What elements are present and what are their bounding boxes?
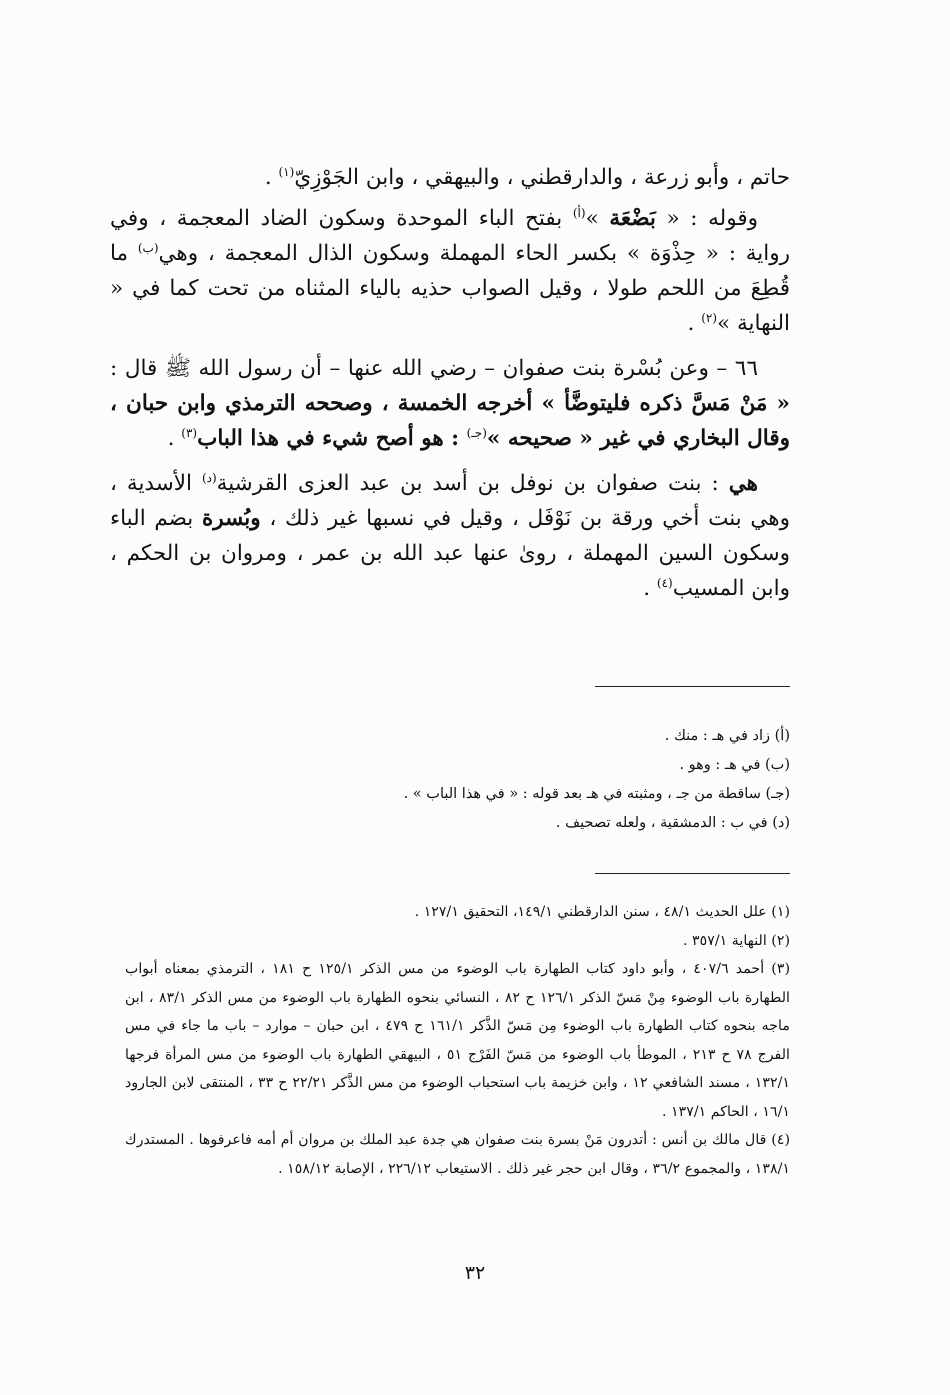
variant-note: (جـ) ساقطة من جـ ، ومثبته في هـ بعد قوله : « في هذا الباب » . (403, 786, 790, 802)
paragraph-2: وقوله : « بَضْعَة »$^{(أ)}$ بفتح الباء الموحدة وسكون الضاد المعجمة ، وفي رواية : « حِذْوَة » بكسر الحاء المهملة وسكون الذال المعجمة ، وهي$^{(ب)}$ ما قُطِعَ من اللحم طولا ، وقيل الصواب حذيه بالياء المثناه من تحت كما في « النهاية »$^{(٢)}$ . (110, 205, 790, 336)
footnote-ref: (٣) (181, 425, 198, 440)
paragraph-4: هي : بنت صفوان بن نوفل بن أسد بن عبد العزى القرشية$^{(د)}$ الأسدية ، وهي بنت أخي ورقة بن نَوْفَل ، وقيل في نسبها غير ذلك ، وبُسرة بضم الباء وسكون السين المهملة ، روىٰ عنها عبد الله بن عمر ، ومروان بن الحكم ، وابن المسيب$^{(٤)}$ . (110, 470, 790, 601)
variant-note: (أ) زاد في هـ : منك . (664, 728, 790, 744)
bold-word: بَضْعَة (609, 206, 656, 231)
footnote-ref: (٢) (701, 310, 718, 325)
variant-note: (ب) في هـ : وهو . (679, 757, 790, 773)
variant-ref: (جـ) (466, 425, 487, 440)
page-number: ٣٢ (464, 1262, 486, 1284)
footnotes (125, 898, 790, 1183)
hadith-paragraph: ٦٦ – وعن بُسْرة بنت صفوان – رضي الله عنها – أن رسول الله ﷺ قال : « مَنْ مَسَّ ذكره فليتوضَّأ » أخرجه الخمسة ، وصححه الترمذي وابن حبان ، وقال البخاري في غير « صحيحه »$^{(جـ)}$ : هو أصح شيء في هذا الباب$^{(٣)}$ . (110, 356, 790, 451)
footnote-ref: (١) (278, 164, 295, 179)
variant-ref: (د) (201, 470, 217, 485)
footnote-ref: (٤) (656, 575, 673, 590)
hadith-text: « مَنْ مَسَّ ذكره فليتوضَّأ » أخرجه الخمسة ، وصححه الترمذي وابن حبان ، وقال البخاري في غير « صحيحه » (110, 391, 790, 451)
separator-rule (595, 686, 790, 687)
variant-notes (404, 722, 790, 838)
paragraph-1: حاتم ، وأبو زرعة ، والدارقطني ، والبيهقي ، وابن الجَوْزِيّ$^{(١)}$ . (264, 164, 790, 190)
variant-ref: (أ) (572, 205, 586, 220)
footnote: (٤) قال مالك بن أنس : أتدرون مَنْ بسرة بنت صفوان هي جدة عبد الملك بن مروان أم أمه فاعرفوها . المستدرك ١٣٨/١ ، والمجموع ٣٦/٢ ، وقال ابن حجر غير ذلك . الاستيعاب ٢٢٦/١٢ ، الإصابة ١٥٨/١٢ . (125, 1132, 790, 1177)
footnote: (٢) النهاية ٣٥٧/١ . (683, 932, 790, 949)
main-text (110, 160, 790, 612)
footnote: (١) علل الحديث ٤٨/١ ، سنن الدارقطني ١٤٩/١، التحقيق ١٢٧/١ . (414, 904, 790, 920)
footnote: (٣) أحمد ٤٠٧/٦ ، وأبو داود كتاب الطهارة باب الوضوء من مس الذكر ١٢٥/١ ح ١٨١ ، الترمذي بمعناه أبواب الطهارة باب الوضوء مِنْ مَسّ الذكر ١٢٦/١ ح ٨٢ ، النسائي بنحوه الطهارة باب الوضوء من مس الذكر ٨٣/١ ، ابن ماجه بنحوه كتاب الطهارة باب الوضوء مِن مَسّ الذَّكر ١٦١/١ ح ٤٧٩ ، ابن حبان – موارد – باب ما جاء في مس الفرج ٧٨ ح ٢١٣ ، الموطأ باب الوضوء من مَسّ الفَرْج ٥١ ، البيهقي الطهارة باب الوضوء من مس المرأة فرجها ١٣٢/١ ، مسند الشافعي ١٢ ، وابن خزيمة باب استحباب الوضوء من مس الذَّكر ٢٢/٢١ ح ٣٣ ، المنتقى لابن الجارود ١٦/١ ، الحاكم ١٣٧/١ . (125, 961, 790, 1120)
variant-ref: (ب) (137, 240, 159, 255)
separator-rule (595, 873, 790, 874)
variant-note: (د) في ب : الدمشقية ، ولعله تصحيف . (555, 815, 790, 831)
